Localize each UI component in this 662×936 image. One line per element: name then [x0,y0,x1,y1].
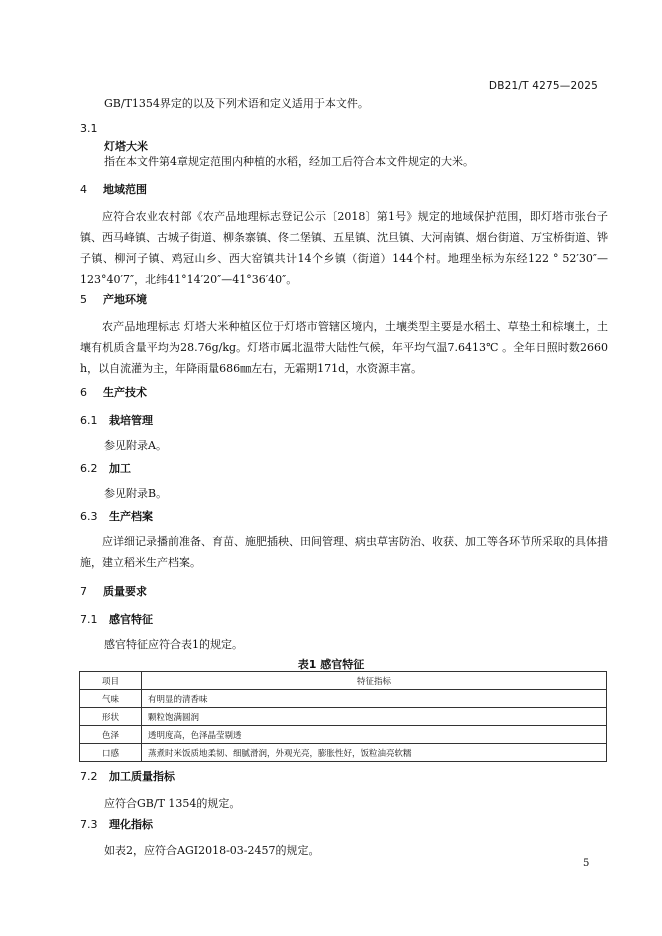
clause-7-1-text: 感官特征应符合表1的规定。 [104,638,243,651]
table-header-item: 项目 [80,672,142,690]
table-row [80,690,607,708]
table-cell-indicator: 颗粒饱满圆润 [142,708,607,726]
table-cell-item: 色泽 [80,726,142,744]
table-cell-item: 口感 [80,744,142,762]
section-7-number: 7 [80,585,87,598]
standard-code: DB21/T 4275—2025 [488,80,598,92]
clause-7-3-heading [80,816,153,832]
clause-7-2-title: 加工质量指标 [109,770,175,783]
clause-6-1-number: 6.1 [80,414,98,427]
table-cell-indicator: 透明度高，色泽晶莹剔透 [142,726,607,744]
table-cell-indicator: 蒸煮时米饭质地柔韧、细腻滑润，外观光亮，膨胀性好，饭粒油亮软糯 [142,744,607,762]
clause-7-1-number: 7.1 [80,613,98,626]
table-row [80,744,607,762]
clause-6-1-text: 参见附录A。 [104,439,167,452]
table-row [80,726,607,744]
section-5-heading [80,291,147,307]
section-7-title: 质量要求 [103,585,147,598]
clause-7-3-number: 7.3 [80,818,98,831]
intro-text: GB/T1354界定的以及下列术语和定义适用于本文件。 [104,97,369,110]
section-7-heading [80,583,147,599]
section-6-title: 生产技术 [103,386,147,399]
section-4-heading [80,181,147,197]
clause-6-3-title: 生产档案 [109,510,153,523]
section-6-heading [80,384,147,400]
section-5-title: 产地环境 [103,293,147,306]
table-row [80,708,607,726]
table-cell-indicator: 有明显的清香味 [142,690,607,708]
term-definition: 指在本文件第4章规定范围内种植的水稻，经加工后符合本文件规定的大米。 [104,155,474,168]
clause-6-2-number: 6.2 [80,462,98,475]
clause-7-2-heading [80,768,175,784]
page-number: 5 [583,858,590,869]
clause-7-2-text: 应符合GB/T 1354的规定。 [104,797,241,810]
clause-7-2-number: 7.2 [80,770,98,783]
clause-6-2-text: 参见附录B。 [104,487,168,500]
section-4-text: 应符合农业农村部《农产品地理标志登记公示〔2018〕第1号》规定的地域保护范围，即灯塔市张台子镇、西马峰镇、古城子街道、柳条寨镇、佟二堡镇、五星镇、沈旦镇、大河南镇、烟台街道、万宝桥街道、铧子镇、柳河子镇、鸡冠山乡、西大窑镇共计14个乡镇（街道）144个村。地理坐标为东经122 ° 52′30″—123°40′7″，北纬41°14′20″—41°36′40″。 [80,210,608,286]
clause-7-1-heading [80,611,153,627]
clause-7-1-title: 感官特征 [109,613,153,626]
clause-6-2-heading [80,460,131,476]
section-5-text: 农产品地理标志 灯塔大米种植区位于灯塔市管辖区境内，土壤类型主要是水稻土、草垫土和棕壤土，土壤有机质含量平均为28.76g/kg。灯塔市属北温带大陆性气候，年平均气温7.6413℃ 。全年日照时数2660 h，以自流灌为主，年降雨量686㎜左右，无霜期171d，水资源丰富。 [80,320,608,375]
section-5-number: 5 [80,293,87,306]
clause-3-1-number: 3.1 [80,122,98,135]
table-header-indicator: 特征指标 [142,672,607,690]
table-cell-item: 形状 [80,708,142,726]
clause-6-1-title: 栽培管理 [109,414,153,427]
clause-6-3-heading [80,508,153,524]
clause-6-2-title: 加工 [109,462,131,475]
table-1-caption: 表1 感官特征 [297,658,365,671]
section-4-number: 4 [80,183,87,196]
table-cell-item: 气味 [80,690,142,708]
term-title: 灯塔大米 [104,140,148,153]
section-6-number: 6 [80,386,87,399]
clause-7-3-text: 如表2，应符合AGI2018-03-2457的规定。 [104,844,320,857]
clause-7-3-title: 理化指标 [109,818,153,831]
clause-6-1-heading [80,412,153,428]
clause-6-3-number: 6.3 [80,510,98,523]
table-header-row [80,672,607,690]
section-4-title: 地域范围 [103,183,147,196]
clause-6-3-text: 应详细记录播前准备、育苗、施肥插秧、田间管理、病虫草害防治、收获、加工等各环节所采取的具体措施，建立稻米生产档案。 [80,535,608,569]
sensory-table [79,671,607,762]
